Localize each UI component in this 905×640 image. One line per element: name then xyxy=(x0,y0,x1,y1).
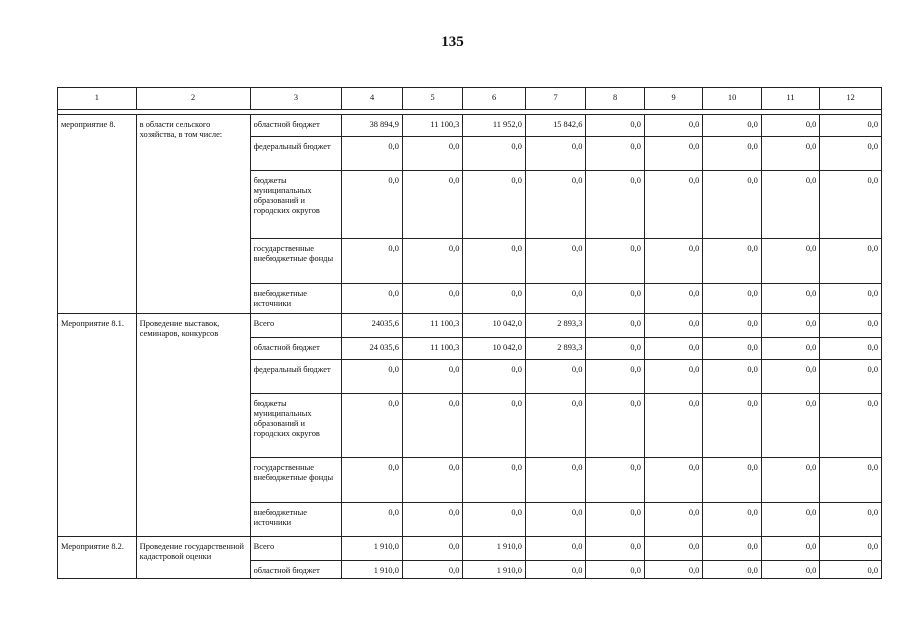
value-cell: 2 893,3 xyxy=(525,314,586,338)
value-cell: 0,0 xyxy=(703,115,761,137)
value-cell: 0,0 xyxy=(342,394,403,458)
table-body xyxy=(58,88,882,579)
value-cell: 0,0 xyxy=(820,115,882,137)
value-cell: 0,0 xyxy=(761,503,819,537)
value-cell: 0,0 xyxy=(463,137,526,171)
value-cell: 0,0 xyxy=(525,239,586,284)
value-cell: 0,0 xyxy=(402,394,463,458)
value-cell: 0,0 xyxy=(463,503,526,537)
value-cell: 0,0 xyxy=(703,458,761,503)
value-cell: 0,0 xyxy=(463,394,526,458)
value-cell: 24035,6 xyxy=(342,314,403,338)
value-cell: 0,0 xyxy=(761,137,819,171)
event-cell: Мероприятие 8.1. xyxy=(58,314,137,537)
value-cell: 0,0 xyxy=(761,239,819,284)
value-cell: 0,0 xyxy=(402,537,463,561)
value-cell: 0,0 xyxy=(644,360,702,394)
value-cell: 0,0 xyxy=(525,137,586,171)
value-cell: 0,0 xyxy=(644,458,702,503)
value-cell: 0,0 xyxy=(644,503,702,537)
value-cell: 1 910,0 xyxy=(463,537,526,561)
value-cell: 0,0 xyxy=(586,314,644,338)
value-cell: 0,0 xyxy=(402,458,463,503)
value-cell: 0,0 xyxy=(463,284,526,314)
event-cell: мероприятие 8. xyxy=(58,115,137,314)
value-cell: 0,0 xyxy=(463,171,526,239)
funding-source-cell: бюджеты муниципальных образований и городских округов xyxy=(250,394,342,458)
value-cell: 0,0 xyxy=(586,115,644,137)
value-cell: 0,0 xyxy=(644,338,702,360)
funding-source-cell: внебюджетные источники xyxy=(250,503,342,537)
value-cell: 0,0 xyxy=(463,458,526,503)
value-cell: 0,0 xyxy=(586,137,644,171)
value-cell: 0,0 xyxy=(644,284,702,314)
value-cell: 0,0 xyxy=(586,458,644,503)
value-cell: 0,0 xyxy=(525,284,586,314)
value-cell: 10 042,0 xyxy=(463,338,526,360)
value-cell: 0,0 xyxy=(644,394,702,458)
value-cell: 0,0 xyxy=(703,561,761,579)
value-cell: 0,0 xyxy=(761,171,819,239)
value-cell: 0,0 xyxy=(586,360,644,394)
value-cell: 0,0 xyxy=(820,394,882,458)
funding-source-cell: областной бюджет xyxy=(250,115,342,137)
value-cell: 0,0 xyxy=(644,115,702,137)
value-cell: 0,0 xyxy=(644,137,702,171)
funding-source-cell: бюджеты муниципальных образований и городских округов xyxy=(250,171,342,239)
value-cell: 0,0 xyxy=(820,458,882,503)
value-cell: 1 910,0 xyxy=(342,537,403,561)
column-number-row xyxy=(58,88,882,110)
value-cell: 0,0 xyxy=(525,360,586,394)
value-cell: 0,0 xyxy=(703,394,761,458)
value-cell: 0,0 xyxy=(703,239,761,284)
value-cell: 0,0 xyxy=(644,537,702,561)
value-cell: 0,0 xyxy=(761,458,819,503)
column-number: 11 xyxy=(761,88,819,110)
funding-source-cell: государственные внебюджетные фонды xyxy=(250,239,342,284)
value-cell: 0,0 xyxy=(463,360,526,394)
funding-source-cell: федеральный бюджет xyxy=(250,137,342,171)
column-number: 4 xyxy=(342,88,403,110)
value-cell: 0,0 xyxy=(342,458,403,503)
funding-source-cell: Всего xyxy=(250,314,342,338)
value-cell: 0,0 xyxy=(820,314,882,338)
value-cell: 0,0 xyxy=(761,537,819,561)
value-cell: 11 100,3 xyxy=(402,115,463,137)
value-cell: 38 894,9 xyxy=(342,115,403,137)
description-cell: Проведение государственной кадастровой оценки xyxy=(136,537,250,579)
value-cell: 0,0 xyxy=(525,171,586,239)
value-cell: 0,0 xyxy=(820,137,882,171)
value-cell: 0,0 xyxy=(820,503,882,537)
column-number: 7 xyxy=(525,88,586,110)
value-cell: 11 952,0 xyxy=(463,115,526,137)
value-cell: 0,0 xyxy=(703,284,761,314)
value-cell: 0,0 xyxy=(586,239,644,284)
value-cell: 15 842,6 xyxy=(525,115,586,137)
column-number: 8 xyxy=(586,88,644,110)
column-number: 5 xyxy=(402,88,463,110)
value-cell: 0,0 xyxy=(402,360,463,394)
value-cell: 0,0 xyxy=(820,338,882,360)
value-cell: 1 910,0 xyxy=(463,561,526,579)
value-cell: 0,0 xyxy=(342,239,403,284)
column-number: 6 xyxy=(463,88,526,110)
funding-source-cell: федеральный бюджет xyxy=(250,360,342,394)
value-cell: 0,0 xyxy=(644,171,702,239)
value-cell: 0,0 xyxy=(586,561,644,579)
value-cell: 0,0 xyxy=(761,394,819,458)
funding-source-cell: областной бюджет xyxy=(250,338,342,360)
value-cell: 0,0 xyxy=(820,284,882,314)
column-number: 2 xyxy=(136,88,250,110)
value-cell: 11 100,3 xyxy=(402,338,463,360)
value-cell: 0,0 xyxy=(586,284,644,314)
value-cell: 0,0 xyxy=(703,338,761,360)
value-cell: 0,0 xyxy=(402,284,463,314)
value-cell: 0,0 xyxy=(820,561,882,579)
column-number: 3 xyxy=(250,88,342,110)
value-cell: 0,0 xyxy=(644,239,702,284)
value-cell: 0,0 xyxy=(820,537,882,561)
funding-source-cell: Всего xyxy=(250,537,342,561)
value-cell: 0,0 xyxy=(761,338,819,360)
budget-table xyxy=(57,87,882,579)
value-cell: 0,0 xyxy=(586,171,644,239)
table-row xyxy=(58,537,882,561)
value-cell: 0,0 xyxy=(525,394,586,458)
value-cell: 0,0 xyxy=(703,537,761,561)
value-cell: 0,0 xyxy=(402,239,463,284)
column-number: 10 xyxy=(703,88,761,110)
value-cell: 0,0 xyxy=(586,394,644,458)
value-cell: 0,0 xyxy=(703,360,761,394)
value-cell: 2 893,3 xyxy=(525,338,586,360)
value-cell: 0,0 xyxy=(761,284,819,314)
value-cell: 0,0 xyxy=(525,561,586,579)
value-cell: 0,0 xyxy=(586,503,644,537)
value-cell: 0,0 xyxy=(525,503,586,537)
value-cell: 0,0 xyxy=(761,561,819,579)
value-cell: 0,0 xyxy=(703,171,761,239)
page-number: 135 xyxy=(441,34,464,50)
value-cell: 0,0 xyxy=(703,137,761,171)
value-cell: 0,0 xyxy=(644,561,702,579)
value-cell: 0,0 xyxy=(342,284,403,314)
value-cell: 0,0 xyxy=(586,338,644,360)
value-cell: 1 910,0 xyxy=(342,561,403,579)
column-number: 9 xyxy=(644,88,702,110)
value-cell: 0,0 xyxy=(586,537,644,561)
value-cell: 0,0 xyxy=(342,360,403,394)
value-cell: 0,0 xyxy=(644,314,702,338)
value-cell: 0,0 xyxy=(820,360,882,394)
funding-source-cell: областной бюджет xyxy=(250,561,342,579)
value-cell: 0,0 xyxy=(402,137,463,171)
value-cell: 24 035,6 xyxy=(342,338,403,360)
value-cell: 0,0 xyxy=(761,314,819,338)
value-cell: 0,0 xyxy=(761,360,819,394)
value-cell: 0,0 xyxy=(761,115,819,137)
value-cell: 0,0 xyxy=(820,171,882,239)
table-row xyxy=(58,314,882,338)
column-number: 1 xyxy=(58,88,137,110)
value-cell: 0,0 xyxy=(820,239,882,284)
funding-source-cell: внебюджетные источники xyxy=(250,284,342,314)
column-number: 12 xyxy=(820,88,882,110)
value-cell: 0,0 xyxy=(342,171,403,239)
value-cell: 0,0 xyxy=(402,503,463,537)
value-cell: 0,0 xyxy=(525,458,586,503)
funding-source-cell: государственные внебюджетные фонды xyxy=(250,458,342,503)
value-cell: 10 042,0 xyxy=(463,314,526,338)
value-cell: 0,0 xyxy=(525,537,586,561)
value-cell: 11 100,3 xyxy=(402,314,463,338)
description-cell: Проведение выставок, семинаров, конкурсов xyxy=(136,314,250,537)
value-cell: 0,0 xyxy=(342,503,403,537)
event-cell: Мероприятие 8.2. xyxy=(58,537,137,579)
value-cell: 0,0 xyxy=(463,239,526,284)
value-cell: 0,0 xyxy=(402,171,463,239)
value-cell: 0,0 xyxy=(402,561,463,579)
value-cell: 0,0 xyxy=(703,314,761,338)
value-cell: 0,0 xyxy=(342,137,403,171)
description-cell: в области сельского хозяйства, в том числе: xyxy=(136,115,250,314)
table-row xyxy=(58,115,882,137)
value-cell: 0,0 xyxy=(703,503,761,537)
